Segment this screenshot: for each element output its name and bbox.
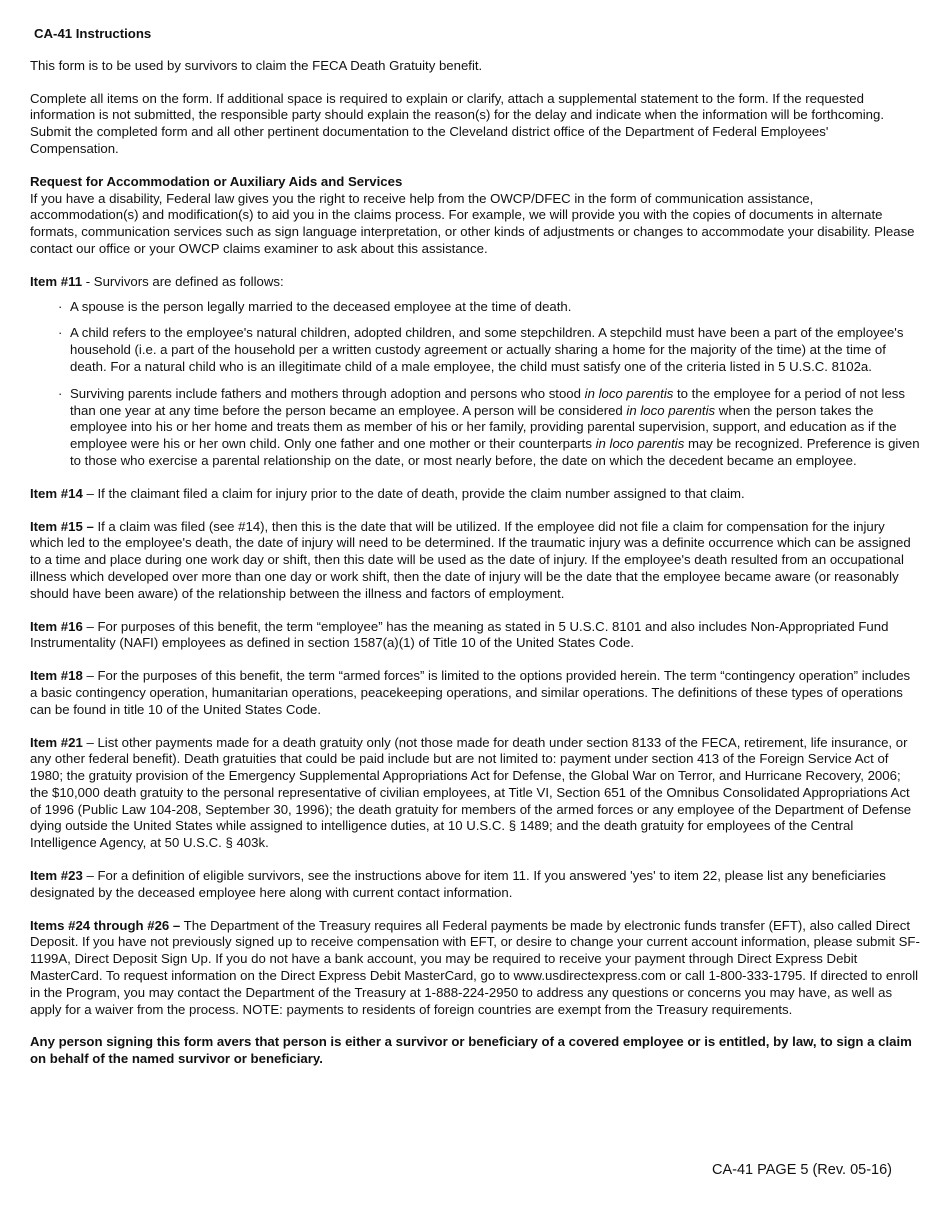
item-16-text: – For purposes of this benefit, the term “employee” has the meaning as stated in 5 U.S.C. 8101 and also includes Non-Appropriated Fund Instrumentality (NAFI) employees as defined in section 1587(a)(1) of Title 10 of the United States Code. [30,618,889,651]
intro-paragraph: This form is to be used by survivors to claim the FECA Death Gratuity benefit. [30,57,483,73]
parents-definition [70,386,920,468]
item-21 [30,735,920,853]
item-18-label: Item #18 [30,668,83,684]
item-18-text: – For the purposes of this benefit, the term “armed forces” is limited to the options provided herein. The term “contingency operation” includes a basic contingency operation, humanitarian operations, peacekeeping operations, and similar operations. The definitions of these types of operations can be found in title 10 of the United States Code. [30,668,911,717]
child-definition: A child refers to the employee's natural children, adopted children, and some stepchildren. A stepchild must have been a part of the employee's household (i.e. a part of the household per a written custody agreement or actually sharing a home for the majority of the time) at the time of death. For a natural child who is an illegitimate child of a male employee, the child must satisfy one of the criteria listed in 5 U.S.C. 8102a. [70,325,904,374]
item-15-text: If a claim was filed (see #14), then this is the date that will be utilized. If the employee did not file a claim for compensation for the injury which led to the employee's death, the date of injury will need to be determined. If the traumatic injury was a definite occurrence which can be assigned to a time and place during one work day or shift, then this date will be used as the date of injury. If the employee's death resulted from an occupational illness which developed over more than one day or work shift, then the date of injury will be the date that the employee became aware (or reasonably should have been aware) of the relationship between the illness and factors of employment. [30,518,911,601]
item-18 [30,668,920,718]
item-21-text: – List other payments made for a death gratuity only (not those made for death under section 8133 of the FECA, retirement, life insurance, or any other federal benefit). Death gratuities that could be paid include but are not limited to: payment under section 413 of the Foreign Service Act of 1980; the gratuity provision of the Emergency Supplemental Appropriations Act for Defense, the Global War on Terror, and Hurricane Recovery, 2006; the $10,000 death gratuity to the personal representative of civilian employees, at Title VI, Section 651 of the Omnibus Consolidated Appropriations Act of 1996 (Public Law 104-208, September 30, 1996); the death gratuity for members of the armed forces or any employee of the Department of Defense dying outside the United States while assigned to intelligence duties, at 10 U.S.C. § 1489; and the death gratuity for employees of the Central Intelligence Agency, at 50 U.S.C. § 403k. [30,734,912,851]
spouse-definition: A spouse is the person legally married to the deceased employee at the time of death. [70,298,572,314]
bullet-icon: · [58,298,63,314]
instructions-page [30,26,920,1084]
item-16 [30,619,920,653]
accommodation-heading: Request for Accommodation or Auxiliary Aids and Services [30,173,403,189]
item-23 [30,868,920,902]
complete-items-paragraph: Complete all items on the form. If additional space is required to explain or clarify, attach a supplemental statement to the form. If the requested information is not submitted, the responsible party should explain the reason(s) for the delay and indicate when the information will be forthcoming. Submit the completed form and all other pertinent documentation to the Cleveland district office of the Department of Federal Employees' Compensation. [30,90,884,156]
item-11-text: - Survivors are defined as follows: [82,273,284,289]
parents-text-3: when the person takes the employee into his or her home and treats them as member of his or her family, providing parental supervision, support, and education as if the employee were his or her own child. Only one father and one mother or their counterparts [70,402,897,452]
item-23-label: Item #23 [30,868,83,884]
bullet-icon: · [58,385,63,401]
in-loco-parentis-1: in loco parentis [584,385,674,401]
accommodation-text: If you have a disability, Federal law gives you the right to receive help from the OWCP/DFEC in the form of communication assistance, accommodation(s) and modification(s) to aid you in the claims process. For example, we will provide you with the copies of documents in alternate formats, communication services such as sign language interpretation, or other kinds of adjustments or changes to accommodate your disability. Please contact our office or your OWCP claims examiner to ask about this assistance. [30,190,915,256]
list-item [30,386,920,470]
list-item [30,325,920,375]
parents-text-4: may be recognized. Preference is given to those who exercise a parental relationship on the date, or most nearly before, the date on which the decedent became an employee. [70,436,920,468]
bullet-icon: · [58,325,63,341]
item-14-label: Item #14 [30,485,83,501]
items-24-26-label: Items #24 through #26 – [30,917,181,933]
parents-text-2: to the employee for a period of not less than one year at any time before the person became an employee. A person will be considered [70,385,905,418]
survivor-definitions-list [30,299,920,470]
item-14 [30,486,920,503]
item-14-text: – If the claimant filed a claim for injury prior to the date of death, provide the claim number assigned to that claim. [82,485,745,501]
in-loco-parentis-2: in loco parentis [626,402,716,418]
item-16-label: Item #16 [30,618,83,634]
page-footer: CA-41 PAGE 5 (Rev. 05-16) [712,1162,892,1178]
items-24-26 [30,918,920,1019]
accommodation-section [30,174,920,258]
in-loco-parentis-3: in loco parentis [595,436,685,452]
item-11-label: Item #11 [30,273,83,289]
items-24-26-text: The Department of the Treasury requires all Federal payments be made by electronic funds transfer (EFT), also called Direct Deposit. If you have not previously signed up to receive compensation with EFT, or desire to change your current account information, please submit SF-1199A, Direct Deposit Sign Up. If you do not have a bank account, you may be required to receive your payment through Direct Express Debit MasterCard. To request information on the Direct Express Debit MasterCard, go to www.usdirectexpress.com or call 1-800-333-1795. If directed to enroll in the Program, you may contact the Department of the Treasury at 1-888-224-2950 to address any questions or concerns you may have, as well as apply for a waiver from the process. NOTE: payments to residents of foreign countries are exempt from the Treasury requirements. [30,917,920,1017]
item-21-label: Item #21 [30,734,83,750]
item-15 [30,519,920,603]
item-23-text: – For a definition of eligible survivors, see the instructions above for item 11. If you answered 'yes' to item 22, please list any beneficiaries designated by the deceased employee here along with current contact information. [30,868,886,900]
averment-statement: Any person signing this form avers that person is either a survivor or beneficiary of a covered employee or is entitled, by law, to sign a claim on behalf of the named survivor or beneficiary. [30,1034,912,1067]
list-item [30,299,920,316]
page-title: CA-41 Instructions [34,26,152,41]
parents-text-1: Surviving parents include fathers and mothers through adoption and persons who stood [70,385,585,401]
item-15-label: Item #15 – [30,518,94,534]
item-11-intro [30,274,920,291]
